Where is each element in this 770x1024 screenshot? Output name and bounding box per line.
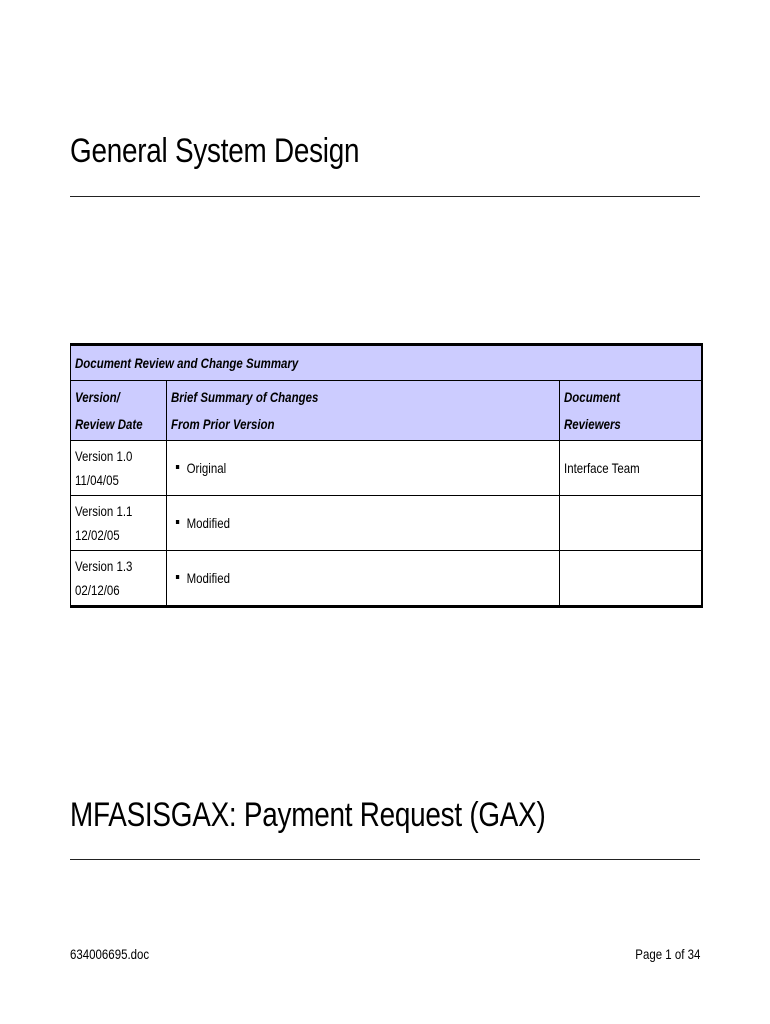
header-version: Version/ Review Date [71, 381, 167, 441]
version-cell: Version 1.1 12/02/05 [71, 496, 167, 551]
table-caption: Document Review and Change Summary [71, 345, 703, 381]
table-row [71, 496, 703, 551]
footer-page-number: Page 1 of 34 [634, 946, 700, 962]
header-summary: Brief Summary of Changes From Prior Version [166, 381, 559, 441]
section-title: MFASISGAX: Payment Request (GAX) [70, 796, 546, 834]
title-divider [70, 196, 700, 197]
section-divider [70, 859, 700, 860]
table-caption-row [71, 345, 703, 381]
document-title: General System Design [70, 132, 360, 170]
table-row [71, 441, 703, 496]
footer-filename: 634006695.doc [70, 946, 150, 962]
bullet-icon [176, 520, 179, 524]
reviewers-cell [559, 496, 702, 551]
header-reviewers: Document Reviewers [559, 381, 702, 441]
summary-cell: Modified [166, 551, 559, 607]
reviewers-cell [559, 551, 702, 607]
table-header-row [71, 381, 703, 441]
bullet-icon [176, 575, 179, 579]
bullet-icon [176, 465, 179, 469]
table-row [71, 551, 703, 607]
version-cell: Version 1.3 02/12/06 [71, 551, 167, 607]
change-summary-table [70, 343, 703, 608]
summary-cell: Modified [166, 496, 559, 551]
reviewers-cell: Interface Team [559, 441, 702, 496]
summary-cell: Original [166, 441, 559, 496]
version-cell: Version 1.0 11/04/05 [71, 441, 167, 496]
